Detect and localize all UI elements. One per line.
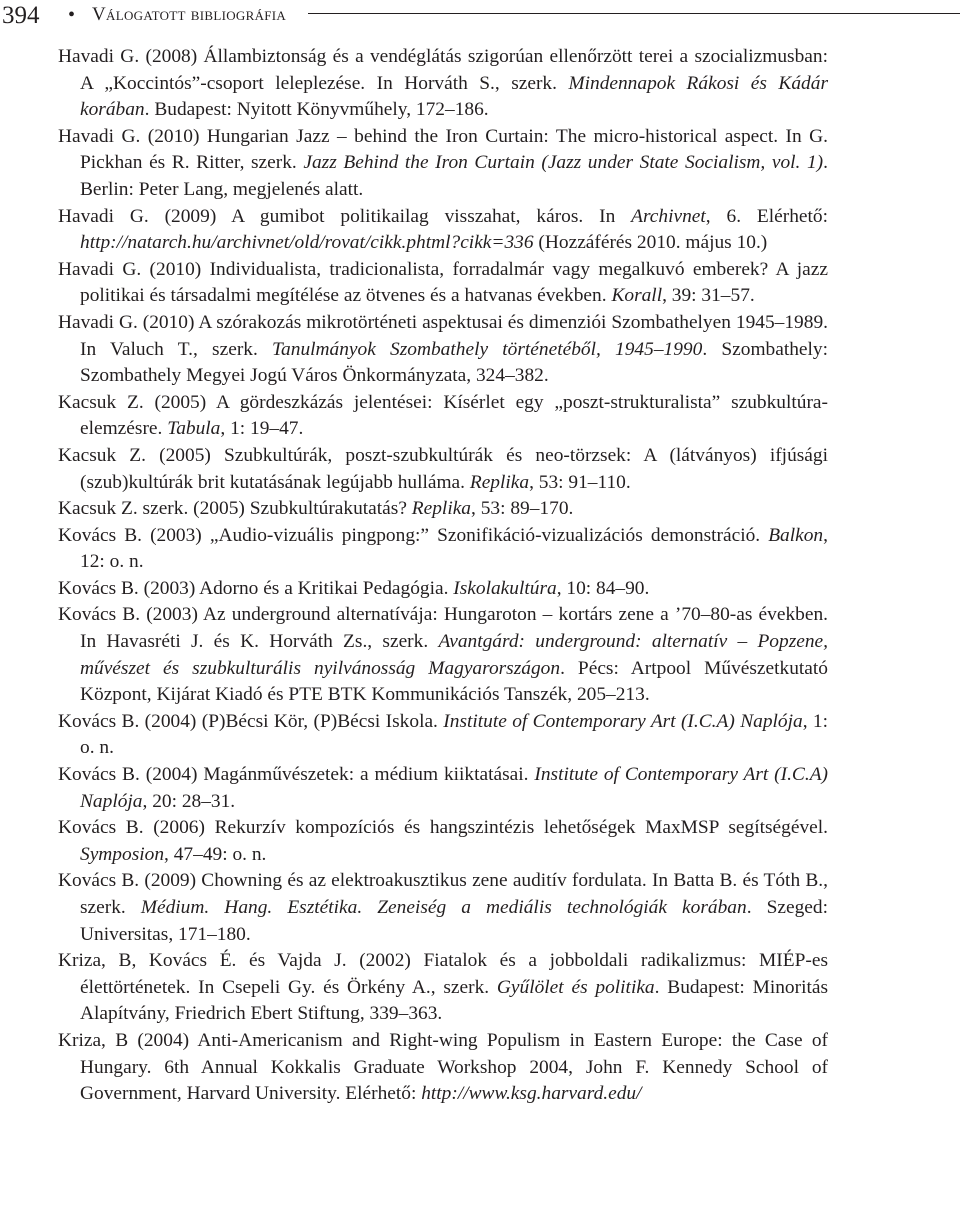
entry-italic-text: Tanulmányok Szombathely történetéből, 1945–1990 [272,338,703,360]
entry-text: . Szeged: Universitas, 171–180. [80,897,828,945]
entry-italic-text: Balkon [768,524,824,546]
entry-text: Kovács B. (2003) Az underground alternatívája: Hungaroton – kortárs zene a ’70–80-as években. In Havasréti J. és K. Horváth Zs., szerk. [58,604,828,653]
entry-text: , 12: o. n. [80,524,828,573]
entry-italic-text: Mindennapok Rákosi és Kádár korában [80,72,828,121]
entry-italic-text: Replika [469,471,530,493]
bibliography-entry [58,523,828,576]
entry-italic-text: Replika [411,498,472,520]
entry-italic-text: Avantgárd: underground: alternatív – Popzene, művészet és szubkulturális nyilvánosság Magyarországon [80,631,828,679]
entry-italic-text: Médium. Hang. Esztétika. Zeneiség a mediális technológiák korában [140,897,747,918]
header-bullet: • [68,4,76,26]
entry-italic-text: Institute of Contemporary Art (I.C.A) Naplója [80,764,828,812]
bibliography-entry [58,1028,828,1108]
entry-italic-text: http://natarch.hu/archivnet/old/rovat/cikk.phtml?cikk=336 [80,232,534,254]
entry-text: Kriza, B (2004) Anti-Americanism and Right-wing Populism in Eastern Europe: the Case of Hungary. 6th Annual Kokkalis Graduate Workshop 2004, John F. Kennedy School of Government, Harvard University. Elérhető: [58,1029,828,1105]
bibliography-entry [58,762,828,815]
entry-text: Havadi G. (2010) A szórakozás mikrotörténeti aspektusai és dimenziói Szombathelyen 1945–1989. In Valuch T., szerk. [58,311,828,360]
running-title: Válogatott bibliográfia [92,4,287,25]
header-rule [308,13,960,14]
bibliography-entry [58,390,828,443]
entry-text: . Berlin: Peter Lang, megjelenés alatt. [80,152,828,200]
bibliography-entry [58,310,828,390]
entry-text: Havadi G. (2008) Állambiztonság és a vendéglátás szigorúan ellenőrzött terei a szocializmusban: A „Koccintós”-csoport leleplezése. In Horváth S., szerk. [58,46,828,94]
bibliography-entry [58,204,828,257]
entry-italic-text: Iskolakultúra [453,577,557,599]
entry-text: Havadi G. (2010) Individualista, tradicionalista, forradalmár vagy megalkuvó emberek? A jazz politikai és társadalmi megítélése az ötvenes és a hatvanas években. [58,258,828,307]
bibliography-entry [58,44,828,124]
entry-text: Havadi G. (2009) A gumibot politikailag visszahat, káros. In [58,205,632,227]
entry-text: . Budapest: Minoritás Alapítvány, Friedrich Ebert Stiftung, 339–363. [80,976,829,1025]
entry-text: , 20: 28–31. [142,790,236,812]
bibliography-entry [58,496,828,523]
entry-text: , 6. Elérhető: [705,205,828,227]
bibliography-entry [58,602,828,708]
bibliography-list [58,44,828,1108]
entry-italic-text: http://www.ksg.harvard.edu/ [421,1083,642,1105]
entry-text: , 47–49: o. n. [164,843,267,865]
entry-italic-text: Jazz Behind the Iron Curtain (Jazz under State Socialism, vol. 1) [303,152,824,174]
entry-italic-text: Gyűlölet és politika [496,976,655,998]
entry-text: Kovács B. (2003) Adorno és a Kritikai Pedagógia. [58,577,454,599]
entry-text: (Hozzáférés 2010. május 10.) [533,232,768,254]
entry-text: , 1: 19–47. [220,418,304,440]
entry-italic-text: Korall [611,285,663,307]
entry-text: Kovács B. (2004) Magánművészetek: a médium kiiktatásai. [58,764,535,786]
entry-text: . Pécs: Artpool Művészetkutató Központ, Kijárat Kiadó és PTE BTK Kommunikációs Tanszék, 205–213. [80,657,828,706]
bibliography-entry [58,124,828,204]
entry-text: Havadi G. (2010) Hungarian Jazz – behind the Iron Curtain: The micro-historical aspect. In G. Pickhan és R. Ritter, szerk. [58,125,828,174]
entry-text: , 39: 31–57. [662,285,755,307]
entry-italic-text: Symposion [80,843,165,865]
bibliography-entry [58,443,828,496]
entry-text: , 10: 84–90. [556,577,650,599]
entry-text: Kovács B. (2009) Chowning és az elektroakusztikus zene auditív fordulata. In Batta B. és Tóth B., szerk. [58,870,828,918]
bibliography-entry [58,868,828,948]
running-header [0,0,960,34]
entry-text: , 1: o. n. [80,710,828,759]
entry-italic-text: Tabula [167,418,221,440]
entry-text: . Budapest: Nyitott Könyvműhely, 172–186. [144,99,489,121]
entry-text: Kacsuk Z. (2005) Szubkultúrák, poszt-szubkultúrák és neo-törzsek: A (látványos) ifjúsági (szub)kultúrák brit kutatásának legújabb hulláma. [58,444,828,493]
page-number: 394 [2,2,40,29]
entry-text: , 53: 89–170. [471,498,574,520]
entry-text: Kovács B. (2006) Rekurzív kompozíciós és hangszintézis lehetőségek MaxMSP segítségével. [58,817,828,839]
entry-text: . Szombathely: Szombathely Megyei Jogú Város Önkormányzata, 324–382. [80,338,829,387]
entry-text: , 53: 91–110. [529,471,631,493]
entry-text: Kovács B. (2004) (P)Bécsi Kör, (P)Bécsi Iskola. [58,710,444,732]
entry-text: Kriza, B, Kovács É. és Vajda J. (2002) Fiatalok és a jobboldali radikalizmus: MIÉP-es élettörténetek. In Csepeli Gy. és Örkény A., szerk. [58,950,828,998]
bibliography-entry [58,576,828,603]
entry-italic-text: Archivnet [631,205,706,227]
bibliography-entry [58,948,828,1028]
entry-text: Kovács B. (2003) „Audio-vizuális pingpong:” Szonifikáció-vizualizációs demonstráció. [58,524,769,546]
entry-text: Kacsuk Z. (2005) A gördeszkázás jelentései: Kísérlet egy „poszt-strukturalista” szubkultúra-elemzésre. [58,391,828,440]
entry-italic-text: Institute of Contemporary Art (I.C.A) Naplója [443,710,803,732]
bibliography-entry [58,815,828,868]
bibliography-entry [58,257,828,310]
bibliography-entry [58,709,828,762]
entry-text: Kacsuk Z. szerk. (2005) Szubkultúrakutatás? [58,498,412,520]
